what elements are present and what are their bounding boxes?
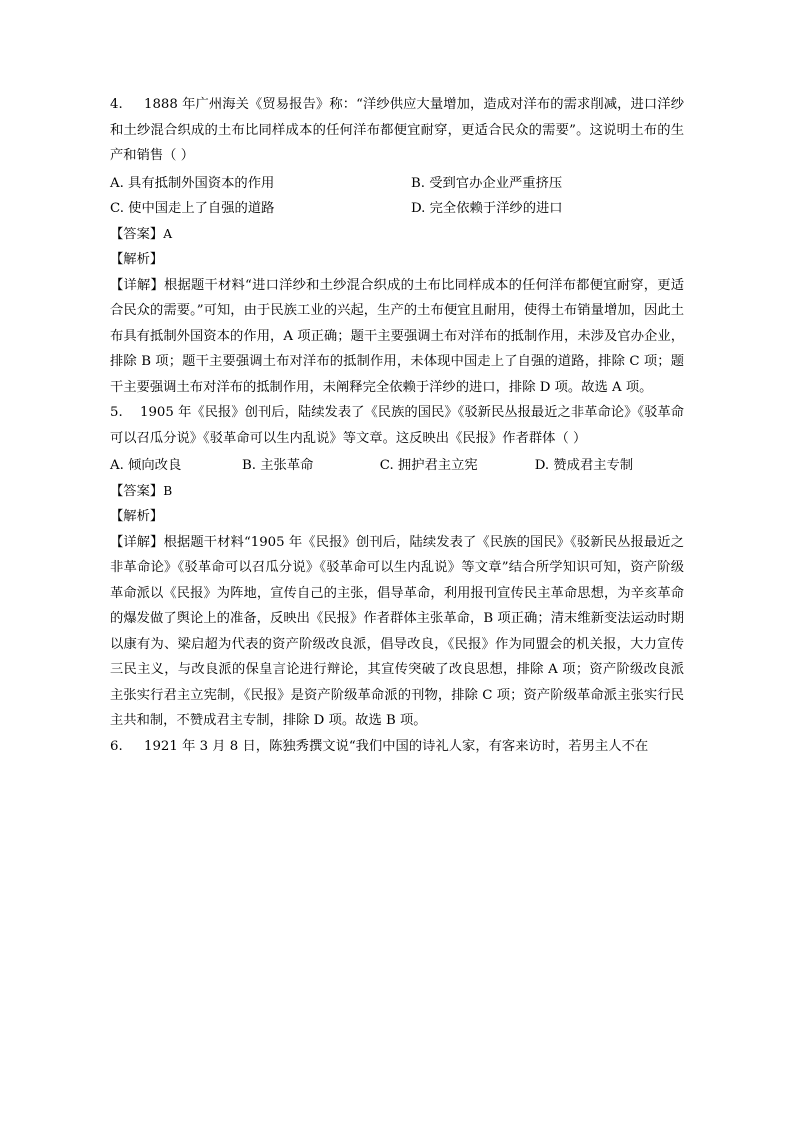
question-5-option-b[interactable]: B. 主张革命 [242, 458, 314, 474]
answer-value-5: B [163, 483, 173, 498]
detail-label-5: 【详解】 [110, 534, 164, 550]
question-5-text: 1905 年《民报》创刊后，陆续发表了《民族的国民》《驳新民丛报最近之非革命论》《驳革命可以召瓜分说》《驳革命可以生内乱说》等文章。这反映出《民报》作者群体（ ） [110, 405, 684, 446]
answer-label-5: 【答案】 [110, 483, 164, 499]
question-5-analysis-label: 【解析】 [110, 509, 164, 525]
document-body [110, 92, 684, 759]
answer-value-4: A [163, 226, 172, 241]
question-4-option-d[interactable]: D. 完全依赖于洋纱的进口 [411, 201, 563, 217]
question-5-detail [110, 530, 684, 734]
question-block-6 [110, 734, 684, 760]
detail-label-4: 【详解】 [110, 277, 165, 293]
question-4-text: 1888 年广州海关《贸易报告》称：“洋纱供应大量增加，造成对洋布的需求削减，进口洋纱和土纱混合织成的土布比同样成本的任何洋布都便宜耐穿，更适合民众的需要”。这说明土布的生产和销售（ ） [110, 97, 684, 164]
question-5-options [110, 453, 684, 479]
question-5-number: 5. [110, 405, 123, 421]
question-4-option-b[interactable]: B. 受到官办企业严重挤压 [411, 175, 563, 191]
question-6-number: 6. [110, 738, 123, 754]
question-4-options-row-1 [110, 171, 684, 197]
question-4-options-row-2 [110, 196, 684, 222]
question-6-stem [110, 734, 684, 760]
question-4-number: 4. [110, 97, 123, 112]
question-4-stem [110, 92, 684, 169]
question-5-stem [110, 400, 684, 451]
question-5-answer-line [110, 479, 684, 505]
detail-text-4: 根据题干材料“进口洋纱和土纱混合织成的土布比同样成本的任何洋布都便宜耐穿，更适合民众的需要。”可知，由于民族工业的兴起，生产的土布便宜且耐用，使得土布销量增加，因此土布具有抵制外国资本的作用，A 项正确；题干主要强调土布对洋布的抵制作用，未涉及官办企业，排除 B 项；题干主要强调土布对洋布的抵制作用，未体现中国走上了自强的道路，排除 C 项；题干主要强调土布对洋布的抵制作用，未阐释完全依赖于洋纱的进口，排除 D 项。故选 A 项。 [110, 277, 685, 395]
question-4-option-a[interactable]: A. 具有抵制外国资本的作用 [110, 175, 275, 191]
detail-text-5: 根据题干材料“1905 年《民报》创刊后，陆续发表了《民族的国民》《驳新民丛报最近之非革命论》《驳革命可以召瓜分说》《驳革命可以生内乱说》等文章”结合所学知识可知，资产阶级革命派以《民报》为阵地，宣传自己的主张，倡导革命，利用报刊宣传民主革命思想，为辛亥革命的爆发做了舆论上的准备，反映出《民报》作者群体主张革命，B 项正确；清末维新变法运动时期以康有为、梁启超为代表的资产阶级改良派，倡导改良，《民报》作为同盟会的机关报，大力宣传三民主义，与改良派的保皇言论进行辩论，其宣传突破了改良思想，排除 A 项；资产阶级改良派主张实行君主立宪制，《民报》是资产阶级革命派的刊物，排除 C 项；资产阶级革命派主张实行民主共和制，不赞成君主专制，排除 D 项。故选 B 项。 [110, 534, 684, 729]
question-6-text: 1921 年 3 月 8 日，陈独秀撰文说“我们中国的诗礼人家，有客来访时，若男主人不在 [144, 738, 649, 754]
question-block-5 [110, 400, 684, 734]
question-4-answer-line [110, 222, 684, 248]
question-4-detail [110, 273, 684, 401]
question-4-option-c[interactable]: C. 使中国走上了自强的道路 [110, 201, 275, 217]
answer-label-4: 【答案】 [110, 226, 164, 242]
question-4-analysis-label: 【解析】 [110, 252, 164, 268]
question-5-option-d[interactable]: D. 赞成君主专制 [534, 458, 634, 474]
question-block-4 [110, 92, 684, 400]
question-5-option-a[interactable]: A. 倾向改良 [110, 458, 182, 474]
question-5-option-c[interactable]: C. 拥护君主立宪 [379, 458, 478, 474]
